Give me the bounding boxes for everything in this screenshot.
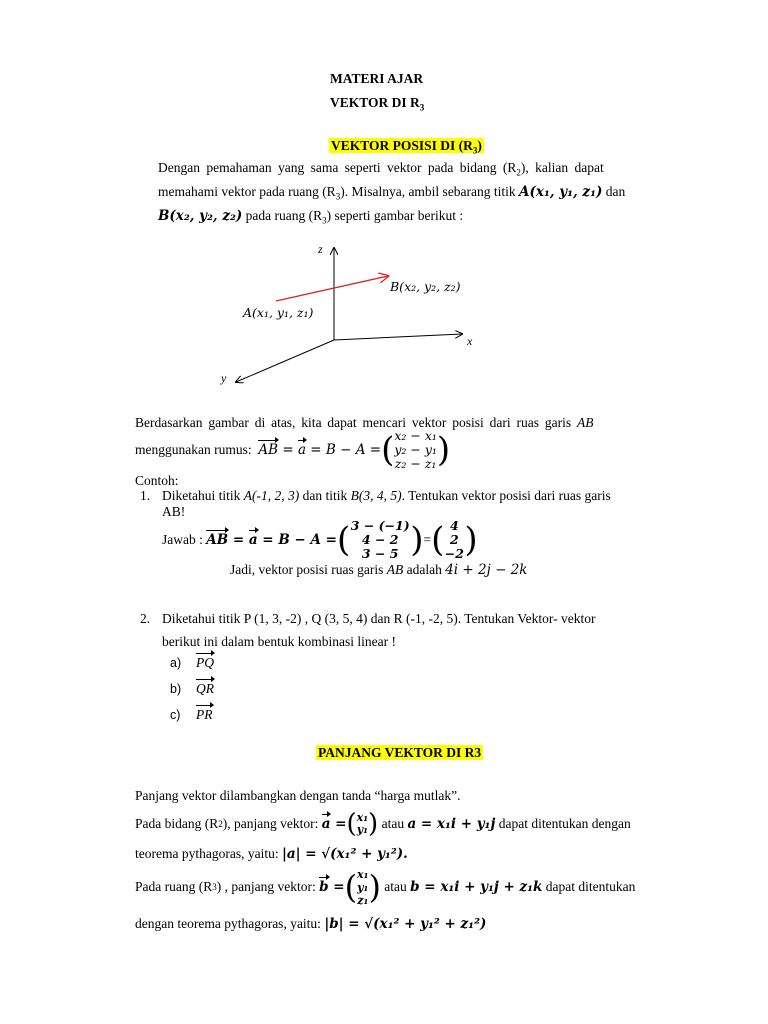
subitem-c-label: c) <box>170 708 181 722</box>
example-1-line-1: Diketahui titik A(-1, 2, 3) dan titik B(3, 4, 5). Tentukan vektor posisi dari ruas garis <box>162 488 611 503</box>
y-axis-label: y <box>221 371 227 385</box>
panjang-bidang-line: Pada bidang (R 2 ), panjang vektor: a = ( x₁ y₁ ) atau a = x₁i + y₁j dapat ditentukan dengan <box>135 809 631 839</box>
intro-line-1: Dengan pemahaman yang sama seperti vektor pada bidang $(R_2)$, kalian dapat <box>158 160 604 178</box>
panjang-ruang-pythagoras: dengan teorema pythagoras, yaitu: |b| = √(x₁² + y₁² + z₁²) <box>135 916 487 932</box>
panjang-bidang-pythagoras: teorema pythagoras, yaitu: |a| = √(x₁² + y₁²). <box>135 846 408 862</box>
subitem-b-value: QR <box>196 681 214 696</box>
point-a-label: A(x₁, y₁, z₁) <box>243 305 314 320</box>
doc-subtitle: VEKTOR DI $R_3$ <box>330 95 425 113</box>
point-b-label: B(x₂, y₂, z₂) <box>390 279 461 294</box>
section-heading-vektor-posisi: VEKTOR POSISI DI $(R_3)$ <box>331 138 482 156</box>
ab-formula: AB = a = B − A = <box>258 442 382 458</box>
y-axis <box>236 340 334 382</box>
doc-title: MATERI AJAR <box>330 71 424 86</box>
intro-line-2: memahami vektor pada ruang $(R_3)$. Misalnya, ambil sebarang titik A(x₁, y₁, z₁) dan <box>158 184 626 202</box>
x-axis-label: x <box>467 334 473 348</box>
contoh-label: Contoh: <box>135 473 179 488</box>
example-1-answer: Jawab : AB = a = B − A = ( 3 − (−1) 4 − 2 3 − 5 ) = ( 4 2 −2 ) <box>162 518 478 561</box>
panjang-intro: Panjang vektor dilambangkan dengan tanda “harga mutlak”. <box>135 788 461 803</box>
answer-matrix-1: 3 − (−1) 4 − 2 3 − 5 <box>350 518 410 561</box>
explain-formula-line: menggunakan rumus: AB = a = B − A = ( x₂ − x₁ y₂ − y₁ z₂ − z₁ ) <box>135 428 451 471</box>
vector-ab-arrow <box>276 276 388 301</box>
ab-matrix: x₂ − x₁ y₂ − y₁ z₂ − z₁ <box>394 428 437 471</box>
panjang-ruang-line: Pada ruang (R 3 ) , panjang vektor: b = ( x₁ y₁ z₁ ) atau b = x₁i + y₁j + z₁k dapat ditentukan <box>135 867 636 907</box>
intro-line-3: B(x₂, y₂, z₂) pada ruang $(R_3)$ seperti gambar berikut : <box>158 208 464 226</box>
subitem-b-label: b) <box>170 682 182 696</box>
example-2-number: 2. <box>140 611 151 626</box>
subitem-c-value: PR <box>196 707 213 722</box>
explain-line-1: Berdasarkan gambar di atas, kita dapat mencari vektor posisi dari ruas garis AB <box>135 415 594 430</box>
z-axis-label: z <box>318 242 323 256</box>
example-1-number: 1. <box>140 488 151 503</box>
example-1-conclusion: Jadi, vektor posisi ruas garis AB adalah 4i + 2j − 2k <box>230 562 528 578</box>
example-2-line-1: Diketahui titik P (1, 3, -2) , Q (3, 5, 4) dan R (-1, -2, 5). Tentukan Vektor- vektor <box>162 611 596 626</box>
x-axis <box>334 334 462 340</box>
example-2-line-2: berikut ini dalam bentuk kombinasi linear ! <box>162 634 396 649</box>
subitem-a-label: a) <box>170 656 182 670</box>
answer-matrix-2: 4 2 −2 <box>444 518 464 561</box>
section-heading-panjang-vektor: PANJANG VEKTOR DI R3 <box>318 745 482 760</box>
subitem-a-value: PQ <box>196 655 214 670</box>
example-1-line-2: AB! <box>162 504 186 519</box>
